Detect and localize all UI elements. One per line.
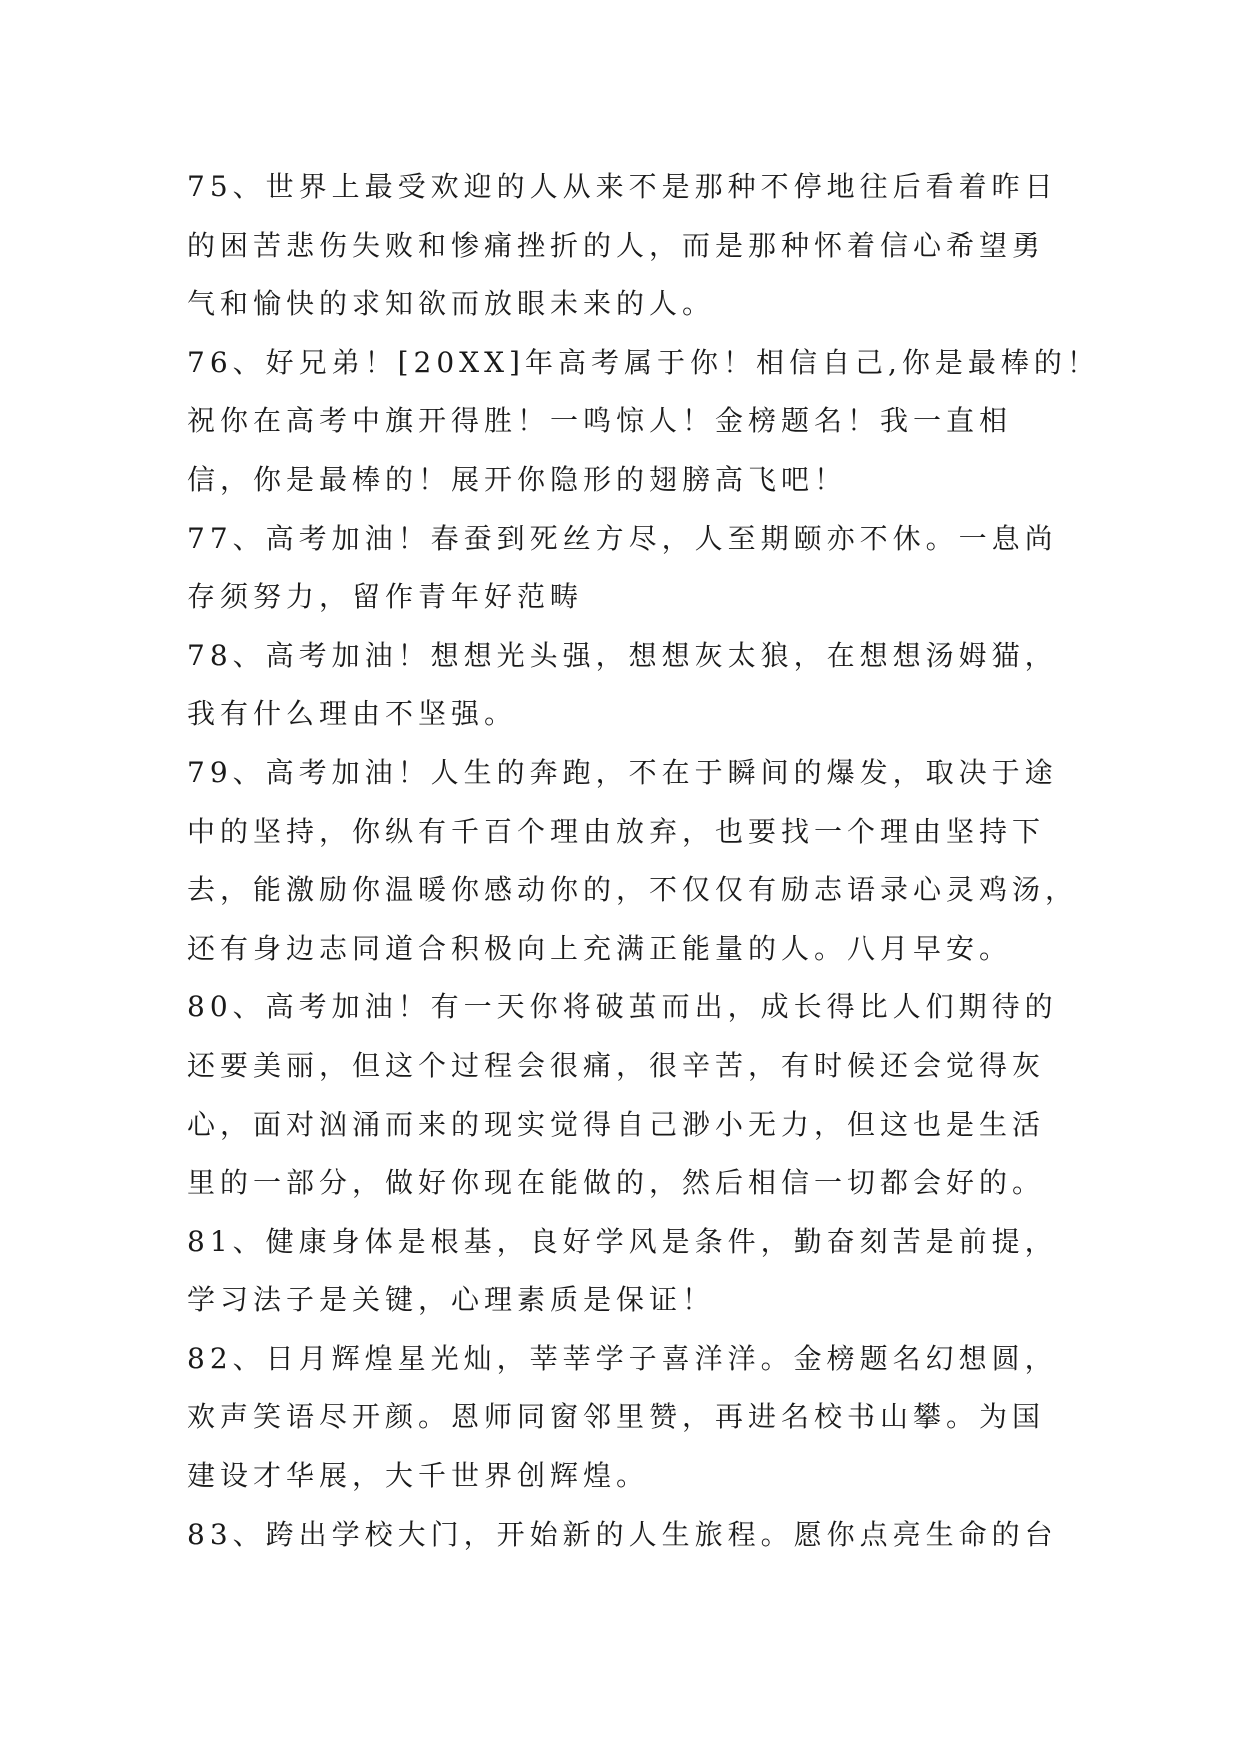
text-line: 信，你是最棒的！展开你隐形的翅膀高飞吧！	[187, 462, 848, 496]
text-line: 83、跨出学校大门，开始新的人生旅程。愿你点亮生命的台	[187, 1517, 1058, 1551]
text-line: 里的一部分，做好你现在能做的，然后相信一切都会好的。	[187, 1166, 1046, 1200]
text-line: 的困苦悲伤失败和惨痛挫折的人，而是那种怀着信心希望勇	[187, 228, 1046, 262]
text-line: 77、高考加油！春蚕到死丝方尽，人至期颐亦不休。一息尚	[187, 521, 1058, 555]
text-line: 81、健康身体是根基，良好学风是条件，勤奋刻苦是前提，	[187, 1224, 1058, 1258]
text-line: 78、高考加油！想想光头强，想想灰太狼，在想想汤姆猫，	[187, 638, 1058, 672]
text-line: 去，能激励你温暖你感动你的，不仅仅有励志语录心灵鸡汤，	[187, 873, 1079, 907]
text-line: 欢声笑语尽开颜。恩师同窗邻里赞，再进名校书山攀。为国	[187, 1400, 1046, 1434]
text-line: 建设才华展，大千世界创辉煌。	[187, 1459, 650, 1493]
document-body	[187, 158, 1100, 1564]
text-line: 76、好兄弟！[20XX]年高考属于你！相信自己,你是最棒的！	[187, 345, 1100, 379]
text-line: 80、高考加油！有一天你将破茧而出，成长得比人们期待的	[187, 990, 1058, 1024]
text-line: 我有什么理由不坚强。	[187, 697, 518, 731]
text-line: 学习法子是关键，心理素质是保证！	[187, 1283, 716, 1317]
text-line: 还要美丽，但这个过程会很痛，很辛苦，有时候还会觉得灰	[187, 1048, 1046, 1082]
text-line: 心，面对汹涌而来的现实觉得自己渺小无力，但这也是生活	[187, 1107, 1046, 1141]
text-line: 气和愉快的求知欲而放眼未来的人。	[187, 287, 716, 321]
text-line: 中的坚持，你纵有千百个理由放弃，也要找一个理由坚持下	[187, 814, 1046, 848]
text-line: 还有身边志同道合积极向上充满正能量的人。八月早安。	[187, 931, 1013, 965]
text-line: 祝你在高考中旗开得胜！一鸣惊人！金榜题名！我一直相	[187, 404, 1013, 438]
text-line: 存须努力，留作青年好范畴	[187, 580, 584, 614]
text-line: 79、高考加油！人生的奔跑，不在于瞬间的爆发，取决于途	[187, 755, 1058, 789]
text-line: 75、世界上最受欢迎的人从来不是那种不停地往后看着昨日	[187, 170, 1058, 203]
text-line: 82、日月辉煌星光灿，莘莘学子喜洋洋。金榜题名幻想圆，	[187, 1341, 1058, 1375]
